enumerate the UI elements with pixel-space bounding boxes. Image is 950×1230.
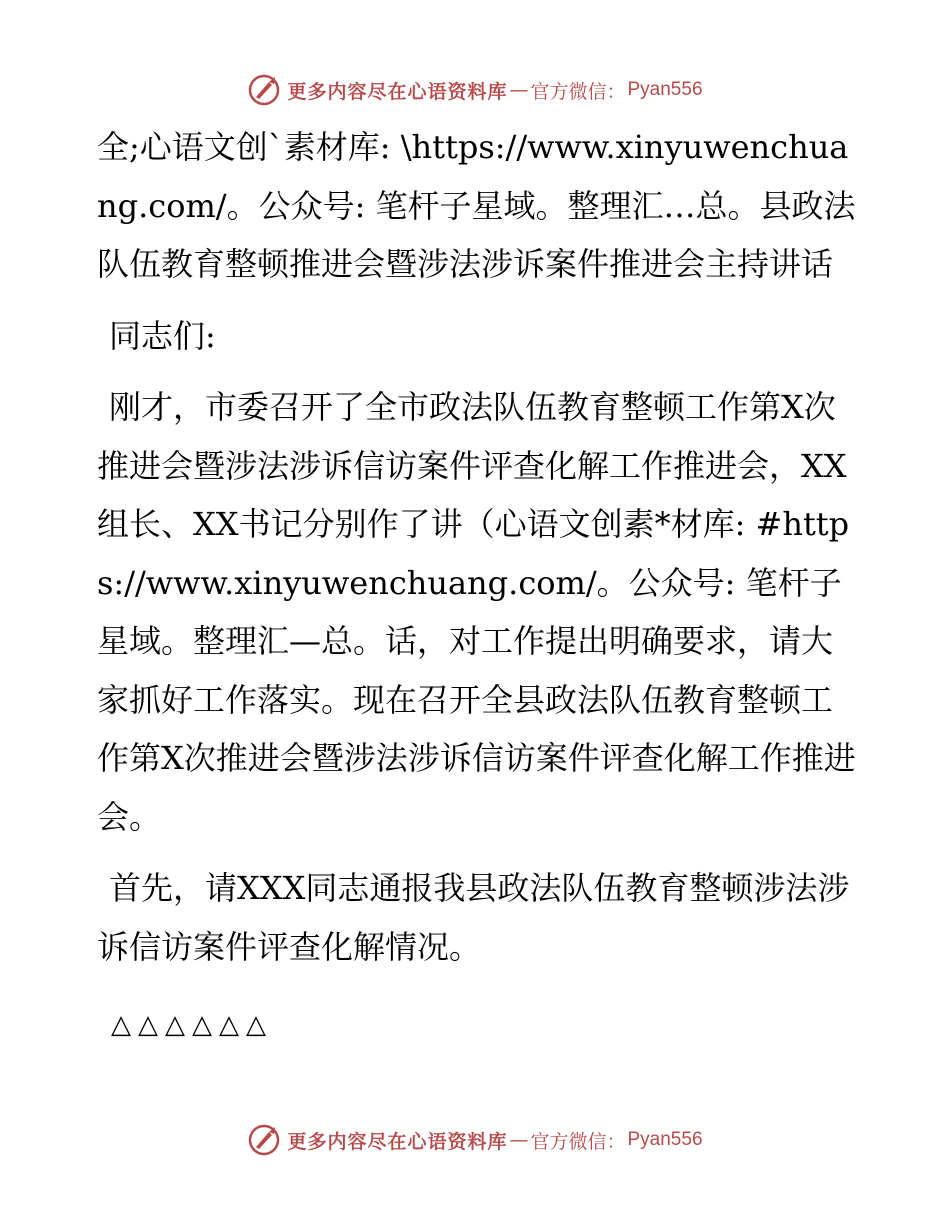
watermark-separator: — xyxy=(509,79,529,101)
watermark-wechat-label: 官方微信： xyxy=(530,80,626,103)
triangle-separator: △△△△△△ xyxy=(111,1010,273,1040)
body-paragraph: 首先，请XXX同志通报我县政法队伍教育整顿涉法涉诉信访案件评查化解情况。 xyxy=(97,869,850,966)
watermark-footer xyxy=(0,1120,950,1160)
salutation-paragraph: 同志们: xyxy=(109,316,216,355)
document-title-paragraph: 全;心语文创`素材库: \https://www.xinyuwenchuang.com/。公众号: 笔杆子星域。整理汇…总。县政法队伍教育整顿推进会暨涉法涉诉案件推进会主持讲话 xyxy=(97,128,856,283)
body-paragraph: 刚才，市委召开了全市政法队伍教育整顿工作第X次推进会暨涉法涉诉信访案件评查化解工作推进会，XX组长、XX书记分别作了讲（心语文创素*材库: #https://www.xinyuwenchuang.com/。公众号: 笔杆子星域。整理汇—总。话，对工作提出明确要求，请大家抓好工作落实。现在召开全县政法队伍教育整顿工作第X次推进会暨涉法涉诉信访案件评查化解工作推进会。 xyxy=(97,388,856,836)
watermark-header xyxy=(0,70,950,110)
watermark-wechat-id: Pyan556 xyxy=(627,79,703,100)
document-body xyxy=(97,118,857,1054)
quill-logo-icon xyxy=(247,1123,281,1157)
watermark-separator: — xyxy=(509,1129,529,1151)
watermark-brand: 更多内容尽在心语资料库 xyxy=(287,80,508,103)
quill-logo-icon xyxy=(247,73,281,107)
watermark-wechat-label: 官方微信： xyxy=(530,1130,626,1153)
watermark-brand: 更多内容尽在心语资料库 xyxy=(287,1130,508,1153)
watermark-wechat-id: Pyan556 xyxy=(627,1129,703,1150)
